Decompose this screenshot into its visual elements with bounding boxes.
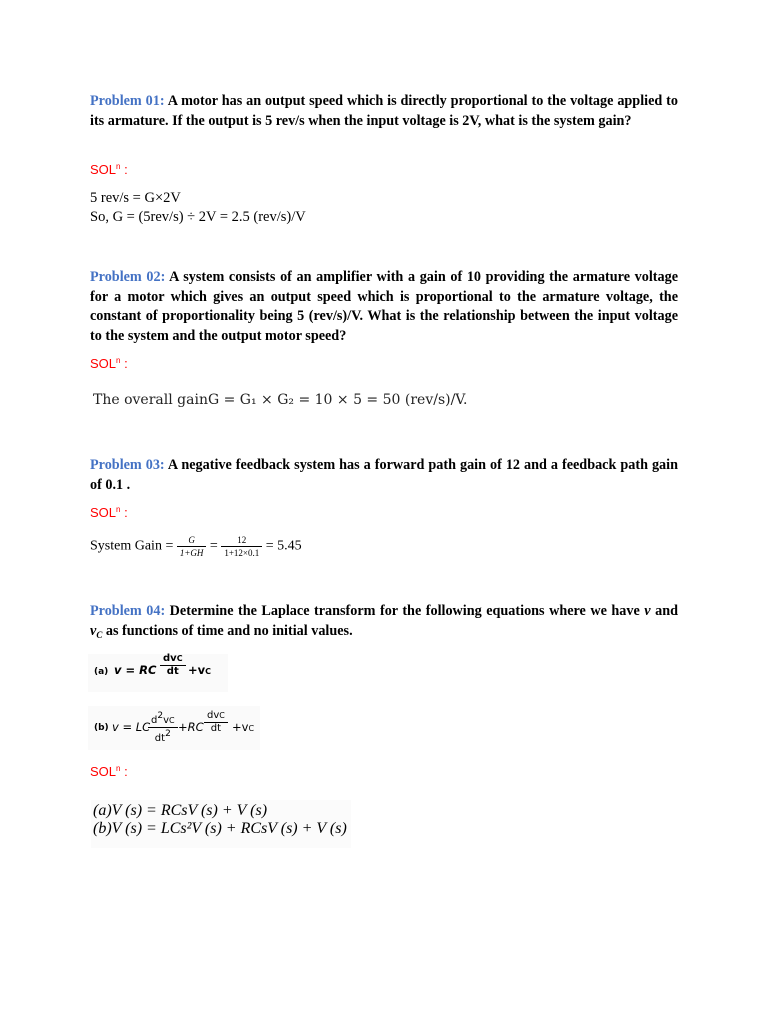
variable-vc-base: v [90, 622, 97, 639]
problem-label: Problem 02: [90, 269, 166, 285]
variable-vc [90, 623, 102, 639]
equation-prefix: System Gain = [90, 538, 174, 554]
fraction-denominator: 1+GH [179, 548, 204, 558]
sol-text: SOL [90, 764, 117, 779]
sol-text: SOL [90, 356, 117, 371]
problem-label: Problem 04: [90, 603, 166, 619]
second-derivative: $\frac{d2vC}{dt2}$ [148, 710, 178, 745]
fraction-g [177, 534, 207, 559]
fraction-numerator: G [177, 534, 207, 547]
problem-02 [90, 268, 678, 346]
sol-superscript: n [116, 356, 121, 365]
sol-superscript: n [116, 505, 121, 514]
solution-line: 5 rev/s = G×2V [90, 190, 181, 206]
equals-sign: = [209, 538, 218, 554]
sol-colon: : [120, 764, 128, 779]
problem-01 [90, 92, 678, 131]
solution-label [90, 162, 128, 177]
laplace-answers [91, 800, 351, 848]
sol-colon: : [120, 505, 128, 520]
derivative-dvc-dt: dvC dt [160, 653, 186, 678]
sol-text: SOL [90, 505, 117, 520]
sol-text: SOL [90, 162, 117, 177]
solution-line: So, G = (5rev/s) ÷ 2V = 2.5 (rev/s)/V [90, 209, 306, 225]
problem-04 [90, 602, 678, 645]
variable-v: v [644, 603, 651, 619]
problem-label: Problem 01: [90, 93, 165, 109]
equation-b-rc: +RC [178, 720, 204, 734]
answer-a: (a)V (s) = RCsV (s) + V (s) [93, 802, 268, 819]
variable-vc-subscript: C [96, 629, 103, 640]
fraction-numeric [221, 534, 262, 559]
system-gain-equation [90, 534, 302, 559]
sol-superscript: n [116, 162, 121, 171]
solution-label [90, 505, 128, 520]
problem-03 [90, 456, 678, 495]
equation-a-label: (a) [94, 667, 109, 677]
fraction-numerator: 12 [221, 534, 262, 547]
equation-a [88, 654, 228, 692]
problem-label: Problem 03: [90, 457, 165, 473]
equation-result: = 5.45 [265, 538, 302, 554]
solution-equation: The overall gainG = G₁ × G₂ = 10 × 5 = 50 (rev/s)/V. [93, 392, 468, 408]
equation-b-lhs: v = LC [112, 720, 151, 734]
solution-label [90, 356, 128, 371]
equation-a-lhs: v = RC [114, 663, 157, 677]
problem-text: A system consists of an amplifier with a gain of 10 providing the armature voltage for a motor which gives an output speed which is proportional to the armature voltage, the constant of proportionality being 5 (rev/s)/V. What is the relationship between the input voltage to the system and the output motor speed? [90, 269, 678, 344]
problem-text-2: and [650, 603, 678, 619]
sol-colon: : [120, 162, 128, 177]
first-derivative: dvC dt [204, 710, 228, 735]
problem-text-3: as functions of time and no initial values. [102, 622, 353, 639]
equation-b-label: (b) [94, 723, 109, 733]
problem-text: A motor has an output speed which is directly proportional to the voltage applied to its armature. If the output is 5 rev/s when the input voltage is 2V, what is the system gain? [90, 93, 678, 129]
fraction-denominator: 1+12×0.1 [224, 548, 260, 558]
problem-text: A negative feedback system has a forward path gain of 12 and a feedback path gain of 0.1 . [90, 457, 678, 493]
solution-label [90, 764, 128, 779]
answer-b: (b)V (s) = LCs²V (s) + RCsV (s) + V (s) [93, 820, 347, 837]
sol-colon: : [120, 356, 128, 371]
problem-text-1: Determine the Laplace transform for the following equations where we have [165, 603, 645, 619]
equation-a-tail: +vC [188, 663, 212, 677]
equation-b [88, 706, 260, 750]
sol-superscript: n [116, 764, 121, 773]
equation-b-tail: +vC [232, 720, 255, 734]
